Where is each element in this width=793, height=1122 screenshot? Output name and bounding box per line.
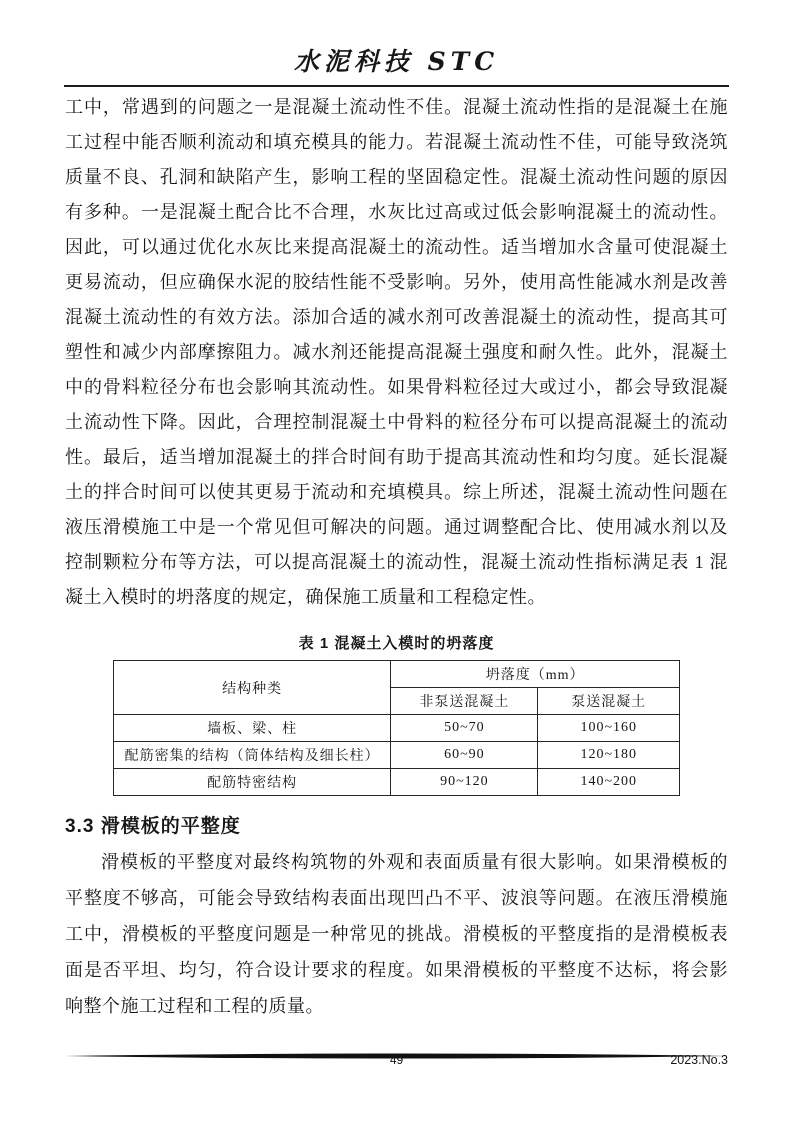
table-header-row	[114, 661, 680, 688]
table-row	[114, 715, 680, 742]
table-row	[114, 742, 680, 769]
cell-pumped: 100~160	[538, 715, 680, 742]
table-row	[114, 769, 680, 796]
body-line: 土的拌合时间可以使其更易于流动和充填模具。综上所述，混凝土流动性问题在	[65, 482, 728, 502]
cell-non-pumped: 50~70	[391, 715, 538, 742]
body-line: 性。最后，适当增加混凝土的拌合时间有助于提高其流动性和均匀度。延长混凝	[65, 447, 728, 467]
header-cell-pumped: 泵送混凝土	[538, 688, 680, 715]
body-line: 土流动性下降。因此，合理控制混凝土中骨料的粒径分布可以提高混凝土的流动	[65, 412, 728, 432]
body-line: 控制颗粒分布等方法，可以提高混凝土的流动性，混凝土流动性指标满足表 1 混	[65, 552, 728, 572]
body-line: 工中，滑模板的平整度问题是一种常见的挑战。滑模板的平整度指的是滑模板表	[65, 924, 728, 944]
section-heading: 3.3 滑模板的平整度	[65, 816, 241, 837]
header-cell-structure-type: 结构种类	[114, 661, 391, 715]
cell-pumped: 120~180	[538, 742, 680, 769]
paragraph-flatness	[65, 844, 728, 1024]
footer-rule	[65, 1046, 728, 1052]
body-line: 混凝土流动性的有效方法。添加合适的减水剂可改善混凝土的流动性，提高其可	[65, 307, 728, 327]
body-line: 工过程中能否顺利流动和填充模具的能力。若混凝土流动性不佳，可能导致浇筑	[65, 132, 728, 152]
table-caption: 表 1 混凝土入模时的坍落度	[298, 635, 495, 652]
footer-issue: 2023.No.3	[670, 1053, 728, 1067]
body-line: 平整度不够高，可能会导致结构表面出现凹凸不平、波浪等问题。在液压滑模施	[65, 888, 728, 908]
cell-structure: 配筋密集的结构（筒体结构及细长柱）	[114, 742, 391, 769]
journal-title: 水泥科技 STC	[293, 47, 500, 76]
body-line: 有多种。一是混凝土配合比不合理，水灰比过高或过低会影响混凝土的流动性。	[65, 202, 728, 222]
cell-structure: 墙板、梁、柱	[114, 715, 391, 742]
header-cell-non-pumped: 非泵送混凝土	[391, 688, 538, 715]
body-line: 质量不良、孔洞和缺陷产生，影响工程的坚固稳定性。混凝土流动性问题的原因	[65, 167, 728, 187]
cell-pumped: 140~200	[538, 769, 680, 796]
cell-structure: 配筋特密结构	[114, 769, 391, 796]
header-cell-slump-group: 坍落度（mm）	[391, 661, 680, 688]
body-line: 塑性和减少内部摩擦阻力。减水剂还能提高混凝土强度和耐久性。此外，混凝土	[65, 342, 728, 362]
body-line: 凝土入模时的坍落度的规定，确保施工质量和工程稳定性。	[65, 587, 546, 607]
body-line: 滑模板的平整度对最终构筑物的外观和表面质量有很大影响。如果滑模板的	[101, 852, 728, 872]
page-content	[0, 87, 793, 1024]
cell-non-pumped: 60~90	[391, 742, 538, 769]
body-line: 液压滑模施工中是一个常见但可解决的问题。通过调整配合比、使用减水剂以及	[65, 517, 728, 537]
slump-table	[113, 660, 680, 796]
paragraph-flowability	[65, 90, 728, 615]
body-line: 工中，常遇到的问题之一是混凝土流动性不佳。混凝土流动性指的是混凝土在施	[65, 97, 728, 117]
body-line: 中的骨料粒径分布也会影响其流动性。如果骨料粒径过大或过小，都会导致混凝	[65, 377, 728, 397]
body-line: 面是否平坦、均匀，符合设计要求的程度。如果滑模板的平整度不达标，将会影	[65, 960, 728, 980]
body-line: 响整个施工过程和工程的质量。	[65, 996, 324, 1016]
cell-non-pumped: 90~120	[391, 769, 538, 796]
footer-page-number: 49	[389, 1053, 404, 1067]
body-line: 更易流动，但应确保水泥的胶结性能不受影响。另外，使用高性能减水剂是改善	[65, 272, 728, 292]
body-line: 因此，可以通过优化水灰比来提高混凝土的流动性。适当增加水含量可使混凝土	[65, 237, 728, 257]
